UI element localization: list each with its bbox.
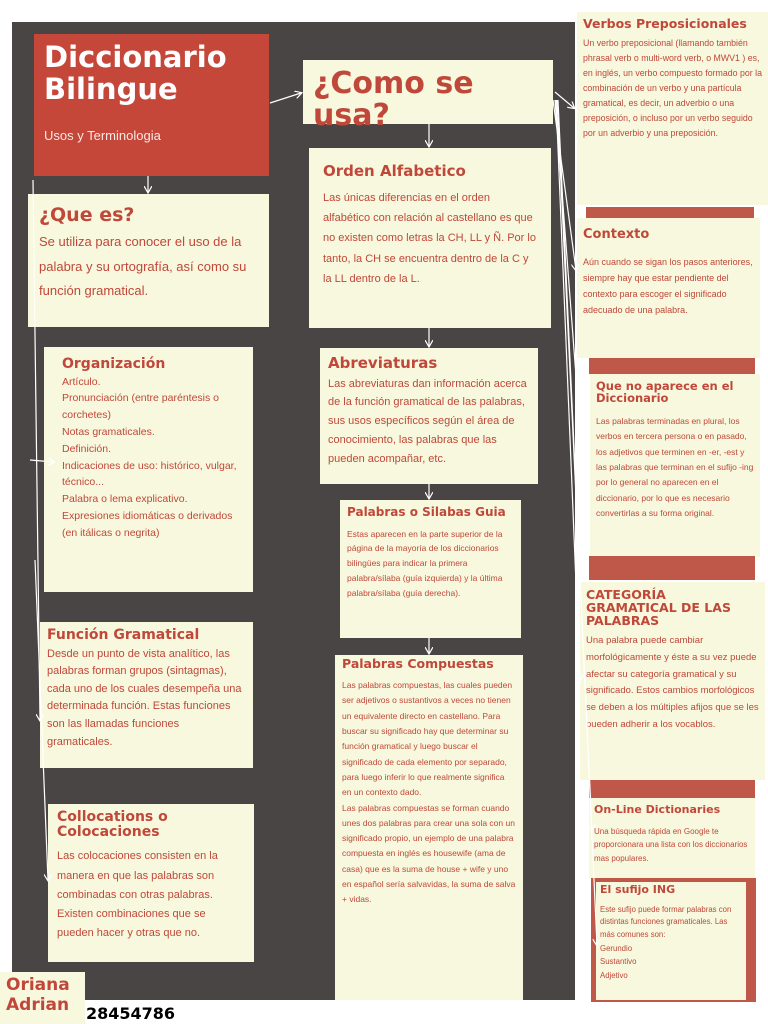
funcion-gramatical-text: Desde un punto de vista analítico, las palabras forman grupos (sintagmas), cada uno de los cuales desempeña una determinada función. Estas funciones son las llamadas funciones gramaticales. <box>47 647 242 748</box>
abreviaturas-text: Las abreviaturas dan información acerca de la función gramatical de las palabras, sus usos específicos según el área de conocimiento, las palabras que las pueden acompañar, etc. <box>328 377 527 465</box>
sufijo-item: Gerundio <box>600 944 633 954</box>
sufijo-card <box>596 882 746 1000</box>
no-aparece-card <box>590 374 760 557</box>
organizacion-heading: Organización <box>62 356 166 372</box>
orden-alfabetico-text: Las únicas diferencias en el orden alfabético con relación al castellano es que no existen como letras la CH, LL y Ñ. Por lo tanto, la CH se encuentra dentro de la C y la LL dentro de la L. <box>323 191 536 286</box>
verbos-preposicionales-card <box>577 12 768 205</box>
orden-alfabetico-card <box>309 148 551 328</box>
author-last-name: Adrian <box>6 995 70 1016</box>
palabras-compuestas-text-2: Las palabras compuestas se forman cuando unes dos palabras para crear una sola con un significado propio, un ejemplo de una palabra compuesta en inglés es housewife (ama de casa) que es la suma de house + wife y uno en español sería salvavidas, la suma de salva + vidas. <box>342 802 516 905</box>
organizacion-item: Palabra o lema explicativo. <box>62 493 188 506</box>
palabras-guia-heading: Palabras o Silabas Guia <box>347 505 506 519</box>
online-text: Una búsqueda rápida en Google te proporcionara una lista con los diccionarios mas populares. <box>594 826 748 863</box>
categoria-card <box>580 582 765 780</box>
sufijo-item: Adjetivo <box>600 970 628 980</box>
orden-alfabetico-heading: Orden Alfabetico <box>323 162 466 180</box>
divider-bar <box>589 358 755 374</box>
subtitle: Usos y Terminologia <box>44 127 161 143</box>
contexto-text: Aún cuando se sigan los pasos anteriores, siempre hay que estar pendiente del contexto para escoger el significado adecuado de una palabra. <box>583 256 753 316</box>
collocations-card <box>48 804 254 962</box>
como-se-usa-heading: ¿Como se usa? <box>313 66 474 133</box>
que-es-card <box>28 194 269 327</box>
funcion-gramatical-card <box>40 622 253 768</box>
palabras-compuestas-heading: Palabras Compuestas <box>342 656 494 671</box>
title-card <box>34 34 269 176</box>
main-title: Diccionario Bilingue <box>44 40 227 106</box>
palabras-compuestas-card <box>335 655 523 1000</box>
online-heading: On-Line Dictionaries <box>594 803 721 816</box>
author-badge <box>0 972 85 1024</box>
organizacion-item: Expresiones idiomáticas o derivados (en itálicas o negrita) <box>62 510 233 539</box>
contexto-card <box>577 218 760 358</box>
no-aparece-heading: Que no aparece en el Diccionario <box>596 379 734 406</box>
palabras-guia-text: Estas aparecen en la parte superior de la página de la mayoría de los diccionarios bilingües para indicar la primera palabra/sílaba (guía izquierda) y la última palabra/sílaba (guía derecha). <box>347 528 503 599</box>
que-es-text: Se utiliza para conocer el uso de la palabra y su ortografía, así como su función gramatical. <box>39 233 247 299</box>
organizacion-item: Artículo. <box>62 375 101 388</box>
funcion-gramatical-heading: Función Gramatical <box>47 627 200 643</box>
collocations-text: Las colocaciones consisten en la manera en que las palabras son combinadas con otras palabras. Existen combinaciones que se pueden hacer y otras que no. <box>57 850 218 940</box>
verbos-preposicionales-heading: Verbos Preposicionales <box>583 16 747 31</box>
como-se-usa-card <box>303 60 553 133</box>
no-aparece-text: Las palabras terminadas en plural, los verbos en tercera persona o en pasado, los adjetivos que terminen en -er, -est y las palabras que terminan en el sufijo -ing por lo general no aparecen en el diccionario, por lo que es necesario convertirlas a su forma original. <box>596 416 754 518</box>
palabras-compuestas-text-1: Las palabras compuestas, las cuales pueden ser adjetivos o sustantivos a veces no tienen un equivalente directo en castellano. Para buscar su significado hay que determinar su función gramatical y luego buscar el significado de cada elemento por separado, para luego inferir lo que realmente significa en un contexto dado. <box>342 680 513 798</box>
organizacion-item: Indicaciones de uso: histórico, vulgar, técnico... <box>62 459 237 489</box>
organizacion-card <box>44 347 253 592</box>
abreviaturas-heading: Abreviaturas <box>328 354 438 372</box>
palabras-guia-card <box>340 500 521 638</box>
collocations-heading: Collocations o Colocaciones <box>57 809 168 840</box>
divider-bar <box>589 556 755 580</box>
que-es-heading: ¿Que es? <box>39 204 135 226</box>
sufijo-heading: El sufijo ING <box>600 883 676 896</box>
verbos-preposicionales-text: Un verbo preposicional (llamando también phrasal verb o multi-word verb, o MWV1 ) es, en inglés, un verbo compuesto formado por la combinación de un verbo y una partícula gramatical, es decir, un adverbio o una preposición, o incluso por un verbo seguido por un adverbio y una preposición. <box>583 38 762 138</box>
author-first-name: Oriana <box>6 975 70 995</box>
organizacion-item: Definición. <box>62 442 112 455</box>
categoria-heading: CATEGORÍA GRAMATICAL DE LAS PALABRAS <box>586 587 731 629</box>
author-id: 28454786 <box>86 1004 176 1023</box>
abreviaturas-card <box>320 348 538 484</box>
contexto-heading: Contexto <box>583 227 650 242</box>
categoria-text: Una palabra puede cambiar morfológicamente y éste a su vez puede afectar su categoría gramatical y su significado. Estos cambios morfológicos se deben a los múltiples afijos que se les pueden adherir a los vocablos. <box>586 635 759 730</box>
divider-bar <box>589 780 755 798</box>
organizacion-item: Pronunciación (entre paréntesis o corchetes) <box>62 392 220 422</box>
divider-bar <box>586 207 754 218</box>
organizacion-item: Notas gramaticales. <box>62 426 155 439</box>
online-card <box>589 798 755 878</box>
sufijo-item: Sustantivo <box>600 957 637 967</box>
sufijo-text: Este sufijo puede formar palabras con distintas funciones gramaticales. Las más comunes son: <box>600 904 732 940</box>
